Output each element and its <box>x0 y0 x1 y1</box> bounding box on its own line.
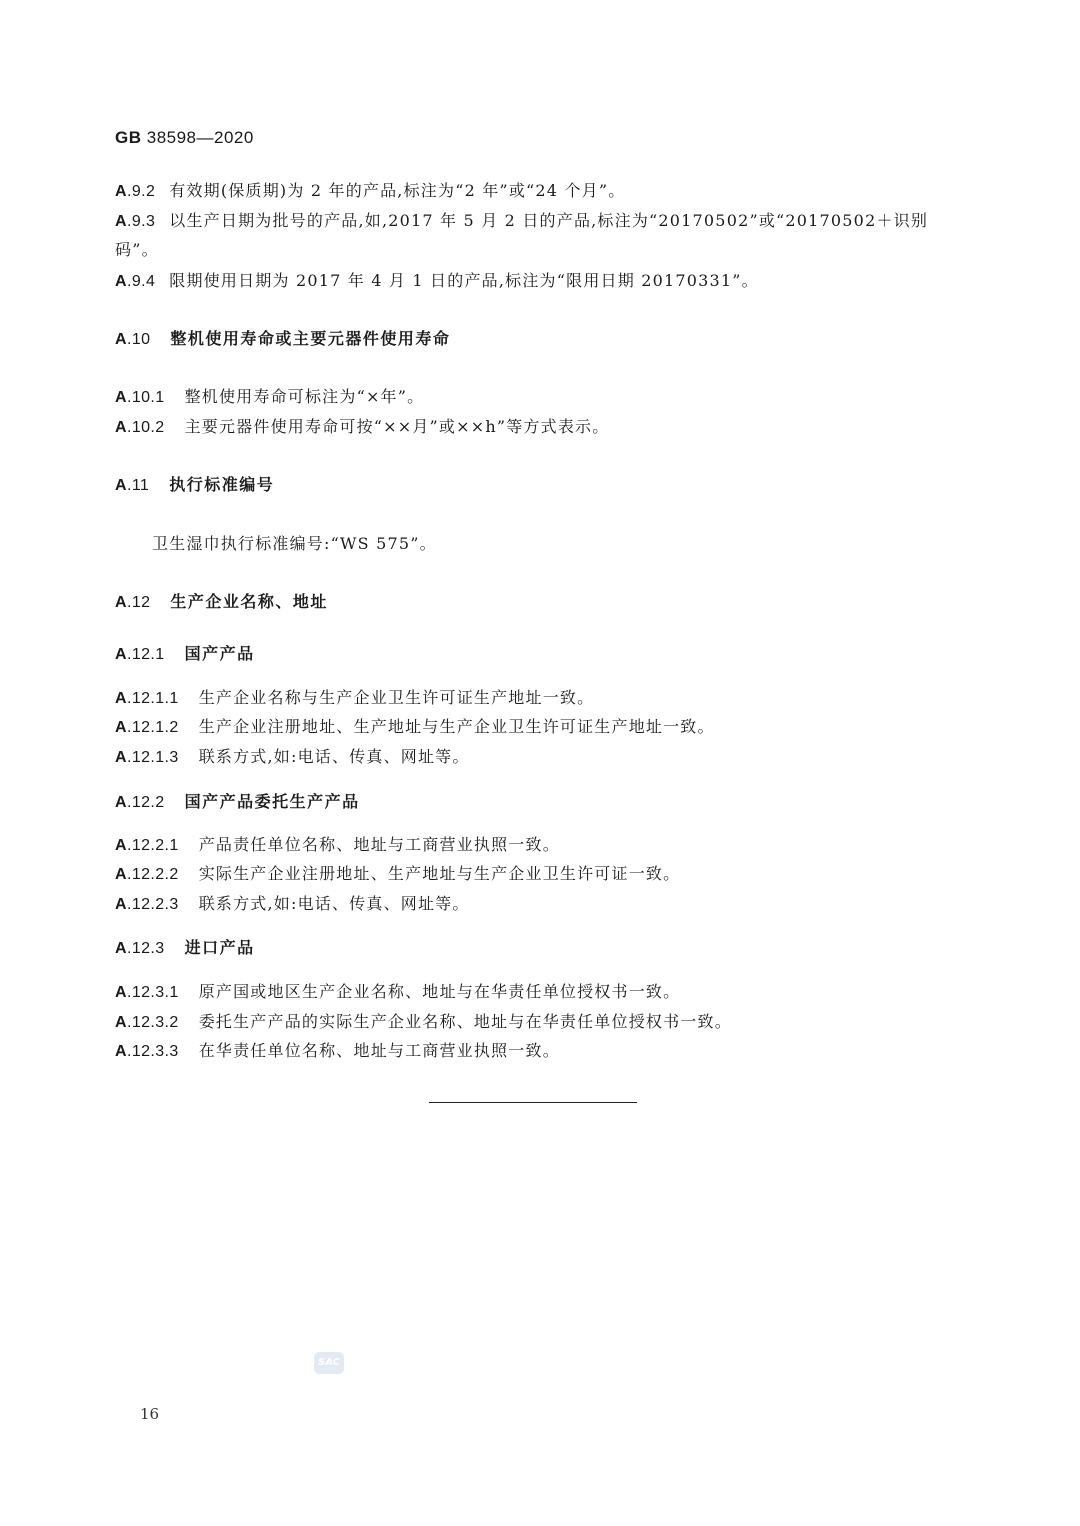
subsection-title: 国产产品 <box>184 644 255 663</box>
clause-number: A.12.2.1 <box>115 837 179 854</box>
paragraph-text: 卫生湿巾执行标准编号:“WS 575”。 <box>152 534 437 553</box>
clause-text: 产品责任单位名称、地址与工商营业执照一致。 <box>198 835 560 854</box>
section-number: A.10 <box>115 331 151 348</box>
clause-number: A.12.1.3 <box>115 749 179 766</box>
clause-text: 实际生产企业注册地址、生产地址与生产企业卫生许可证一致。 <box>198 864 681 883</box>
subsection-a-12-3-heading <box>115 935 255 958</box>
clause-number: A.12.1.1 <box>115 690 179 707</box>
clause-a-9-3 <box>115 208 928 231</box>
section-title: 生产企业名称、地址 <box>170 592 328 611</box>
clause-text: 在华责任单位名称、地址与工商营业执照一致。 <box>198 1041 560 1060</box>
end-rule <box>429 1102 637 1103</box>
subsection-title: 进口产品 <box>184 938 255 957</box>
clause-a-12-3-3 <box>115 1038 560 1061</box>
document-header <box>115 128 254 148</box>
clause-a-10-1 <box>115 384 424 407</box>
clause-text: 生产企业注册地址、生产地址与生产企业卫生许可证生产地址一致。 <box>198 717 715 736</box>
subsection-title: 国产产品委托生产产品 <box>184 792 360 811</box>
clause-a-12-2-2 <box>115 861 680 884</box>
subsection-number: A.12.2 <box>115 794 165 811</box>
clause-text: 生产企业名称与生产企业卫生许可证生产地址一致。 <box>198 688 595 707</box>
clause-a-10-2 <box>115 414 609 437</box>
clause-a-12-3-1 <box>115 979 680 1002</box>
clause-number: A.10.2 <box>115 419 165 436</box>
section-a-11-heading <box>115 472 274 495</box>
clause-text: 联系方式,如:电话、传真、网址等。 <box>198 747 470 766</box>
section-number: A.12 <box>115 594 151 611</box>
clause-text: 以生产日期为批号的产品,如,2017 年 5 月 2 日的产品,标注为“20170502”或“20170502＋识别 <box>169 211 929 230</box>
section-a-10-heading <box>115 326 450 349</box>
clause-text: 主要元器件使用寿命可按“××月”或××h”等方式表示。 <box>184 417 610 436</box>
clause-a-12-2-3 <box>115 891 470 914</box>
clause-number: A.9.2 <box>115 183 156 200</box>
standard-code: GB <box>115 128 142 147</box>
subsection-number: A.12.3 <box>115 940 165 957</box>
clause-number: A.12.1.2 <box>115 719 179 736</box>
subsection-a-12-1-heading <box>115 641 255 664</box>
subsection-a-12-2-heading <box>115 789 360 812</box>
clause-text: 整机使用寿命可标注为“×年”。 <box>184 387 425 406</box>
clause-number: A.10.1 <box>115 389 165 406</box>
clause-number: A.12.2.2 <box>115 866 179 883</box>
section-title: 整机使用寿命或主要元器件使用寿命 <box>170 329 451 348</box>
clause-number: A.9.4 <box>115 273 156 290</box>
section-a-11-text <box>152 531 437 554</box>
clause-a-12-1-3 <box>115 744 470 767</box>
clause-number: A.12.3.1 <box>115 984 179 1001</box>
section-number: A.11 <box>115 477 150 494</box>
clause-a-12-1-2 <box>115 714 715 737</box>
clause-a-12-3-2 <box>115 1009 732 1032</box>
clause-text: 原产国或地区生产企业名称、地址与在华责任单位授权书一致。 <box>198 982 681 1001</box>
clause-a-9-2 <box>115 178 625 201</box>
clause-text: 限期使用日期为 2017 年 4 月 1 日的产品,标注为“限用日期 20170331”。 <box>169 271 759 290</box>
clause-a-9-3-continuation <box>115 237 159 260</box>
sac-logo-watermark: SAC <box>314 1352 344 1374</box>
clause-a-9-4 <box>115 268 759 291</box>
clause-number: A.12.3.3 <box>115 1043 179 1060</box>
clause-text: 联系方式,如:电话、传真、网址等。 <box>198 894 470 913</box>
clause-number: A.12.2.3 <box>115 896 179 913</box>
clause-text: 委托生产产品的实际生产企业名称、地址与在华责任单位授权书一致。 <box>198 1012 732 1031</box>
clause-number: A.9.3 <box>115 213 156 230</box>
clause-a-12-2-1 <box>115 832 560 855</box>
page-number: 16 <box>140 1405 160 1423</box>
clause-a-12-1-1 <box>115 685 594 708</box>
section-a-12-heading <box>115 589 328 612</box>
subsection-number: A.12.1 <box>115 646 165 663</box>
clause-text-continuation: 码”。 <box>115 240 159 259</box>
clause-text: 有效期(保质期)为 2 年的产品,标注为“2 年”或“24 个月”。 <box>169 181 626 200</box>
section-title: 执行标准编号 <box>169 475 275 494</box>
clause-number: A.12.3.2 <box>115 1014 179 1031</box>
standard-number: 38598—2020 <box>146 128 254 147</box>
